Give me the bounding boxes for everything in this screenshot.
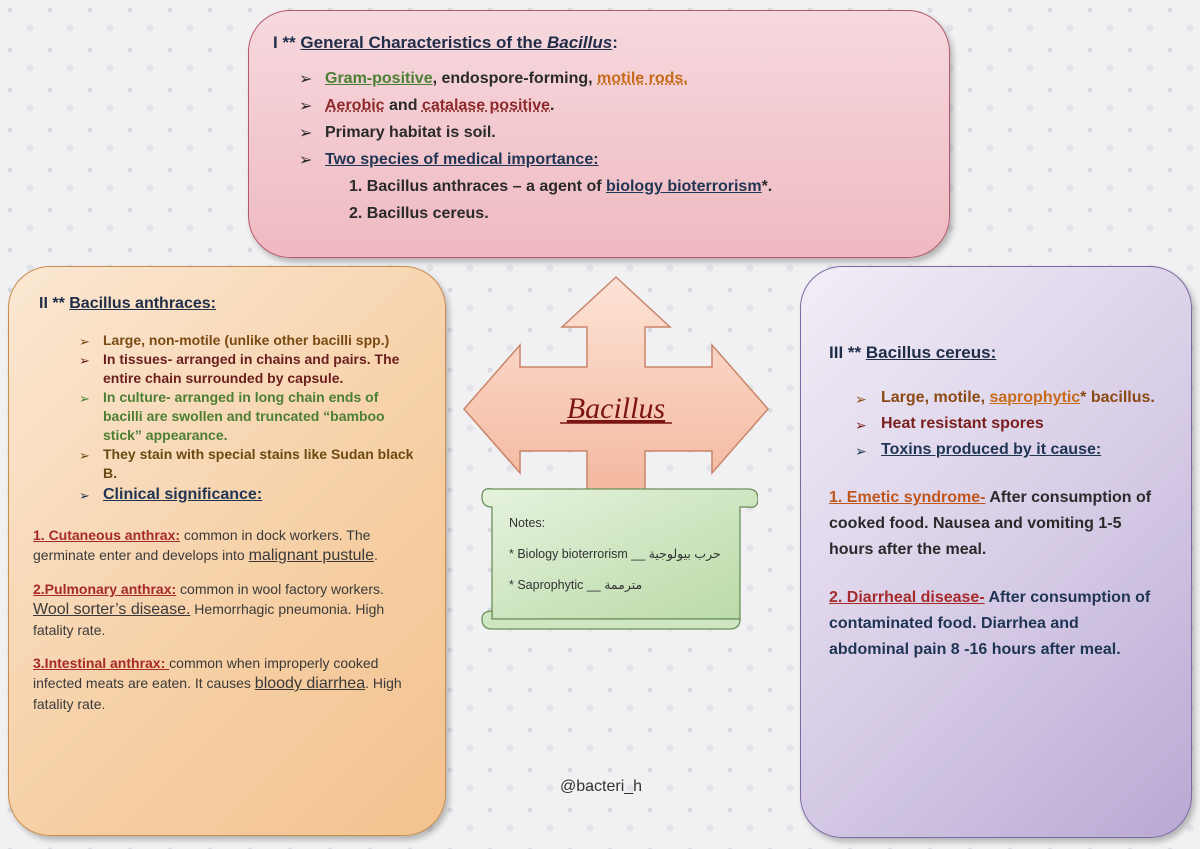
list-item: ➢ Heat resistant spores <box>829 411 1163 437</box>
center-label: Bacillus <box>566 392 666 425</box>
list-item: ➢ In tissues- arranged in chains and pairs. The entire chain surrounded by capsule. <box>79 351 400 386</box>
bacillus-cereus-title: III ** Bacillus cereus: <box>829 343 997 362</box>
arrow-bullet-icon: ➢ <box>299 152 313 169</box>
arrow-bullet-icon: ➢ <box>79 334 90 349</box>
list-item: ➢ Large, non-motile (unlike other bacilli spp.) <box>79 332 390 349</box>
list-item: ➢ Clinical significance: <box>77 483 415 507</box>
note-item: * Saprophytic __ مترممة <box>509 578 643 592</box>
four-way-arrow-icon <box>464 277 768 505</box>
clinical-item: 1. Cutaneous anthrax: common in dock workers. The germinate enter and develops into malignant pustule. <box>33 527 378 564</box>
bacillus-cereus-box <box>800 266 1192 838</box>
arrow-bullet-icon: ➢ <box>855 443 867 459</box>
note-item: * Biology bioterrorism __ حرب بيولوجية <box>509 547 721 561</box>
list-item: ➢ Toxins produced by it cause: <box>829 437 1163 463</box>
arrow-bullet-icon: ➢ <box>79 488 90 503</box>
arrow-bullet-icon: ➢ <box>299 98 313 115</box>
arrow-bullet-icon: ➢ <box>855 417 867 433</box>
arrow-bullet-icon: ➢ <box>855 391 867 407</box>
notes-text <box>509 515 734 608</box>
arrow-bullet-icon: ➢ <box>79 353 90 368</box>
list-item: ➢ Two species of medical importance: <box>273 148 925 172</box>
arrow-bullet-icon: ➢ <box>299 125 313 142</box>
clinical-significance <box>33 525 415 714</box>
list-item: ➢ They stain with special stains like Sudan black B. <box>79 446 414 481</box>
clinical-item: 3.Intestinal anthrax: common when improperly cooked infected meats are eaten. It causes bloody diarrhea. High fatality rate. <box>33 655 402 712</box>
bacillus-arrow-shape <box>460 275 772 510</box>
bacillus-anthraces-box <box>8 266 446 836</box>
list-item: ➢ Primary habitat is soil. <box>273 121 925 145</box>
general-characteristics-box <box>248 10 950 258</box>
clinical-item: 2.Pulmonary anthrax: common in wool factory workers. Wool sorter’s disease. Hemorrhagic pneumonia. High fatality rate. <box>33 581 385 638</box>
author-handle: @bacteri_h <box>560 778 643 795</box>
general-characteristics-title: I ** General Characteristics of the Bacillus: <box>273 33 618 52</box>
diarrheal-disease-paragraph: 2. Diarrheal disease- After consumption of contaminated food. Diarrhea and abdominal pain 8 -16 hours after meal. <box>829 589 1151 658</box>
list-item: ➢ Aerobic and catalase positive. <box>273 94 925 118</box>
list-item: ➢ Large, motile, saprophytic* bacillus. <box>829 385 1163 411</box>
emetic-syndrome-paragraph: 1. Emetic syndrome- After consumption of cooked food. Nausea and vomiting 1-5 hours after the meal. <box>829 489 1152 558</box>
arrow-bullet-icon: ➢ <box>79 391 90 406</box>
arrow-bullet-icon: ➢ <box>79 448 90 463</box>
notes-heading: Notes: <box>509 516 546 530</box>
bacillus-anthraces-title: II ** Bacillus anthraces: <box>39 295 216 312</box>
list-item: ➢ Gram-positive, endospore-forming, motile rods. <box>273 67 925 91</box>
arrow-bullet-icon: ➢ <box>299 71 313 88</box>
species-item: 2. Bacillus cereus. <box>349 205 489 222</box>
list-item: ➢ In culture- arranged in long chain ends of bacilli are swollen and truncated “bamboo stick” appearance. <box>79 389 385 443</box>
species-item: 1. Bacillus anthraces – a agent of biology bioterrorism*. <box>349 178 773 195</box>
